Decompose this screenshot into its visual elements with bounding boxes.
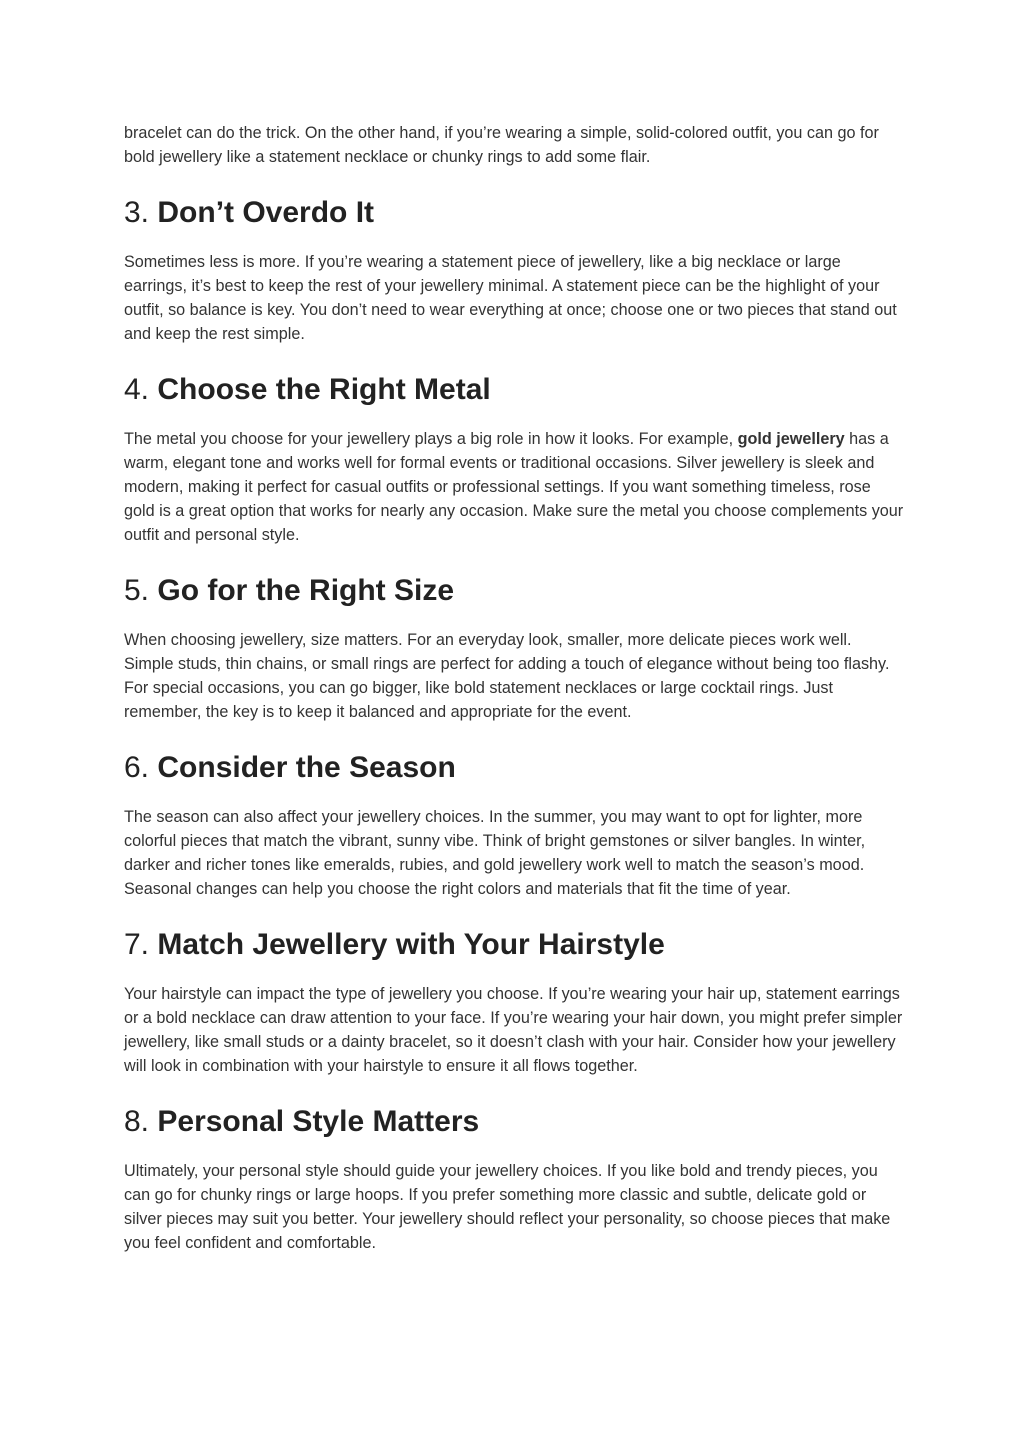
section-number: 6.	[124, 751, 150, 784]
section-choose-right-metal	[124, 369, 904, 547]
section-number: 7.	[124, 928, 150, 961]
section-match-hairstyle	[124, 924, 904, 1078]
section-title: Choose the Right Metal	[157, 373, 491, 406]
section-right-size	[124, 570, 904, 724]
section-title: Match Jewellery with Your Hairstyle	[157, 928, 665, 961]
section-personal-style	[124, 1101, 904, 1255]
section-number: 5.	[124, 574, 150, 607]
section-number: 4.	[124, 373, 150, 406]
section-heading	[124, 369, 904, 411]
section-body: When choosing jewellery, size matters. For an everyday look, smaller, more delicate pieces work well. Simple studs, thin chains, or small rings are perfect for adding a touch of elegance without being too flashy. For special occasions, you can go bigger, like bold statement necklaces or large cocktail rings. Just remember, the key is to keep it balanced and appropriate for the event.	[124, 631, 890, 721]
body-text: The metal you choose for your jewellery plays a big role in how it looks. For example,	[124, 430, 738, 448]
section-heading	[124, 924, 904, 966]
section-consider-season	[124, 747, 904, 901]
body-text: has a warm, elegant tone and works well for formal events or traditional occasions. Silver jewellery is sleek and modern, making it perfect for casual outfits or professional settings. If you want something timeless, rose gold is a great option that works for nearly any occasion. Make sure the metal you choose complements your outfit and personal style.	[124, 430, 904, 544]
section-dont-overdo-it	[124, 192, 904, 346]
section-heading	[124, 747, 904, 789]
section-heading	[124, 1101, 904, 1143]
section-body: Ultimately, your personal style should guide your jewellery choices. If you like bold and trendy pieces, you can go for chunky rings or large hoops. If you prefer something more classic and subtle, delicate gold or silver pieces may suit you better. Your jewellery should reflect your personality, so choose pieces that make you feel confident and comfortable.	[124, 1162, 891, 1252]
section-number: 3.	[124, 196, 150, 229]
section-body: Your hairstyle can impact the type of jewellery you choose. If you’re wearing your hair up, statement earrings or a bold necklace can draw attention to your face. If you’re wearing your hair down, you might prefer simpler jewellery, like small studs or a dainty bracelet, so it doesn’t clash with your hair. Consider how your jewellery will look in combination with your hairstyle to ensure it all flows together.	[124, 985, 903, 1075]
section-heading	[124, 570, 904, 612]
section-body: The season can also affect your jewellery choices. In the summer, you may want to opt for lighter, more colorful pieces that match the vibrant, sunny vibe. Think of bright gemstones or silver bangles. In winter, darker and richer tones like emeralds, rubies, and gold jewellery work well to match the season’s mood. Seasonal changes can help you choose the right colors and materials that fit the time of year.	[124, 808, 866, 898]
section-heading	[124, 192, 904, 234]
intro-paragraph: bracelet can do the trick. On the other hand, if you’re wearing a simple, solid-colored outfit, you can go for bold jewellery like a statement necklace or chunky rings to add some flair.	[124, 124, 879, 166]
section-title: Consider the Season	[157, 751, 456, 784]
gold-jewellery-link-text: gold jewellery	[737, 430, 845, 448]
section-body	[124, 427, 904, 547]
section-title: Don’t Overdo It	[157, 196, 375, 229]
section-title: Personal Style Matters	[157, 1105, 480, 1138]
section-title: Go for the Right Size	[157, 574, 455, 607]
document-page	[124, 121, 904, 1278]
section-body: Sometimes less is more. If you’re wearing a statement piece of jewellery, like a big necklace or large earrings, it’s best to keep the rest of your jewellery minimal. A statement piece can be the highlight of your outfit, so balance is key. You don’t need to wear everything at once; choose one or two pieces that stand out and keep the rest simple.	[124, 253, 897, 343]
section-number: 8.	[124, 1105, 150, 1138]
